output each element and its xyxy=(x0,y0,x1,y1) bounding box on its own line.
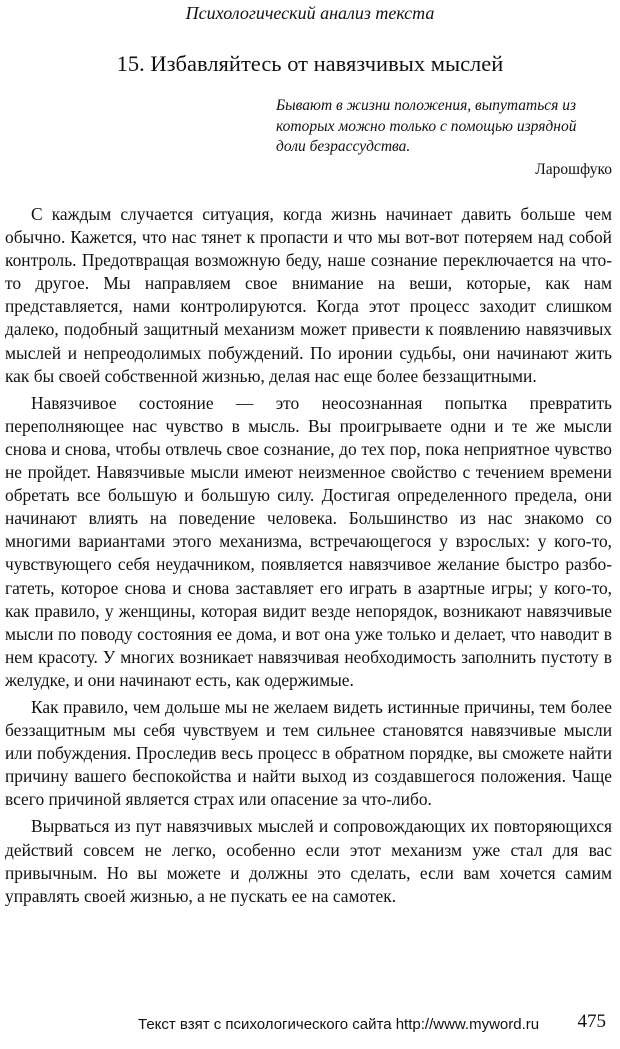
source-note: Текст взят с психологического сайта http://www.myword.ru xyxy=(138,1016,540,1033)
page-number: 475 xyxy=(577,1011,606,1032)
paragraph: С каждым случается ситуация, когда жизнь начинает давить больше чем обычно. Кажется, что нас тянет к пропасти и что мы вот-вот потеряем над собой контроль. Предотвращая возможную беду, наше сознание переключается на что-то другое. Мы направляем свое внимание на веши, которые, как нам представляется, нами контролируются. Когда этот процесс заходит слишком далеко, подобный защитный механизм может привести к появлению навязчивых мыслей и непреодолимых побуждений. По иронии судьбы, они начинают жить как бы своей собственной жизнью, делая нас еще более беззащитными. xyxy=(5,204,612,386)
paragraph: Как правило, чем дольше мы не желаем видеть истинные причины, тем более беззащитным мы себя чувствуем и тем сильнее становятся навязчивые мысли или побуждения. Проследив весь процесс в обратном порядке, вы сможете найти причину вашего беспокойства и найти выход из создавшегося положения. Чаще всего причиной является страх или опасение за что-либо. xyxy=(5,696,612,810)
running-head: Психологический анализ текста xyxy=(185,3,435,23)
epigraph-line: Бывают в жизни положения, выпутаться из xyxy=(276,97,577,114)
epigraph xyxy=(276,96,612,158)
epigraph-line: доли безрассудства. xyxy=(276,138,411,155)
chapter-title: 15. Избавляйтесь от навязчивых мыслей xyxy=(116,51,504,76)
paragraph: Вырваться из пут навязчивых мыслей и сопровождающих их повторяющихся действий совсем не легко, особенно если этот механизм уже стал для вас привычным. Но вы можете и должны это сделать, если вам хочется самим управлять своей жизнью, а не пускать ее на самотек. xyxy=(5,816,612,906)
epigraph-line: которых можно только с помощью изрядной xyxy=(276,117,577,135)
epigraph-author: Ларошфуко xyxy=(535,161,612,178)
body-text xyxy=(5,203,612,912)
paragraph: Навязчивое состояние — это неосознанная попытка превратить переполняющее нас чувство в мысль. Вы проигрываете одни и те же мысли снова и снова, чтобы отвлечь свое сознание, до тех пор, пока неприятное чувство не пройдет. Навязчивые мысли имеют неизменное свойство с течением времени обретать все большую и большую силу. Достигая определенного предела, они начинают влиять на поведение человека. Большинство из нас знакомо со многими вариантами этого механизма, встречающегося у взрослых: у кого-то, чувствующего себя неудачником, появляется навязчивое желание быстро разбогатеть, которое снова и снова заставляет его играть в азартные игры; у кого-то, как правило, у женщины, которая видит везде непорядок, возникают навязчивые мысли по поводу состояния ее дома, и вот она уже только и делает, что наводит в нем красоту. У многих возникает навязчивая необходимость заполнить пустоту в желудке, и они начинают есть, как одержимые. xyxy=(5,392,612,690)
